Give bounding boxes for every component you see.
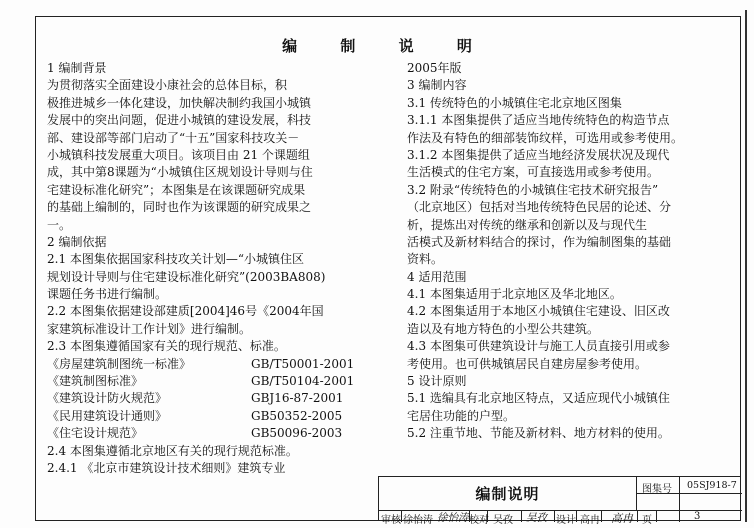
right-text-line: 生活模式的住宅方案，可直接选用或参考使用。 (407, 165, 660, 180)
left-text-line: 2.2 本图集依据建设部建质[2004]46号《2004年国 (47, 304, 324, 319)
right-text-line: 4.3 本图集可供建筑设计与施工人员直接引用或参 (407, 339, 670, 354)
right-column (407, 60, 729, 443)
standard-code: GB/T50104-2001 (251, 374, 355, 389)
left-text-line: 小城镇科技发展重大项目。该项目由 21 个课题组 (47, 147, 310, 162)
design-name: 高冉 (580, 515, 600, 526)
right-text-line: 3.1 传统特色的小城镇住宅北京地区图集 (407, 95, 622, 110)
review-signature: 徐怡涛 (437, 512, 469, 524)
right-text-line: 资料。 (407, 252, 444, 267)
standard-row (47, 425, 373, 442)
left-text-line: 发展中的突出问题，促进小城镇的建设发展，科技 (47, 113, 312, 128)
left-tail-text-line: 2.4.1 《北京市建筑设计技术细则》建筑专业 (47, 460, 286, 475)
left-text-line: 为贯彻落实全面建设小康社会的总体目标，积 (47, 78, 288, 93)
right-text-line: 4 适用范围 (407, 269, 467, 284)
right-text-line: 造以及有地方特色的小型公共建筑。 (407, 321, 600, 336)
left-text-line: 课题任务书进行编制。 (47, 287, 168, 302)
right-text-line: 2005年版 (407, 61, 462, 75)
standard-code: GB50096-2003 (251, 426, 343, 441)
right-text-line: 4.1 本图集适用于北京地区及华北地区。 (407, 287, 622, 302)
check-name: 吴孜 (493, 515, 513, 526)
standards-list (47, 356, 373, 443)
standard-code: GB/T50001-2001 (251, 356, 355, 371)
left-text-line: 宅建设标准化研究”；本图集是在该课题研究成果 (47, 182, 306, 197)
right-text-line: 3 编制内容 (407, 78, 467, 93)
right-text-line: 考使用。也可供城镇居民自建房屋参考使用。 (407, 356, 648, 371)
left-text-line: 1 编制背景 (47, 61, 107, 75)
left-column (47, 60, 373, 477)
right-text-line: 活模式及新材料结合的探讨，作为编制图集的基础 (407, 234, 672, 249)
standard-code: GB50352-2005 (251, 408, 343, 423)
binding-rule (745, 10, 747, 522)
standard-name: 《住宅设计规范》 (47, 426, 144, 441)
standard-row (47, 356, 373, 373)
title-block-name: 编制说明 (379, 477, 637, 510)
right-text-line: 3.1.2 本图集提供了适应当地经济发展状况及现代 (407, 147, 670, 162)
design-signature: 高冉 (611, 512, 633, 525)
right-text-line: 3.1.1 本图集提供了适应当地传统特色的构造节点 (407, 113, 670, 128)
title-block (378, 476, 741, 526)
right-text-line: （北京地区）包括对当地传统特色民居的论述、分 (407, 200, 672, 215)
atlas-number-label: 图集号 (642, 484, 672, 495)
left-text-line: 的基础上编制的，同时也作为该课题的研究成果之 (47, 200, 312, 215)
right-text-line: 3.2 附录“传统特色的小城镇住宅技术研究报告” (407, 182, 659, 197)
design-label: 设计 (556, 515, 576, 526)
left-tail-text-line: 2.4 本图集遵循北京地区有关的现行规范标准。 (47, 443, 298, 458)
standard-name: 《民用建筑设计通则》 (47, 408, 168, 423)
left-text-line: 2 编制依据 (47, 234, 107, 249)
left-text-line: 成，其中第8课题为“小城镇住区规划设计导则与住 (47, 165, 313, 180)
left-text-line: 极推进城乡一体化建设，加快解决制约我国小城镇 (47, 95, 312, 110)
atlas-number: 05SJ918-7 (687, 480, 737, 491)
review-name: 徐怡涛 (403, 515, 433, 526)
check-label: 校对 (469, 515, 489, 526)
left-text-line: 2.3 本图集遵循国家有关的现行规范、标准。 (47, 339, 286, 354)
left-text-line: 2.1 本图集依据国家科技攻关计划—“小城镇住区 (47, 252, 305, 267)
standard-name: 《建筑设计防火规范》 (47, 391, 168, 406)
standard-row (47, 373, 373, 390)
standard-name: 《建筑制图标准》 (47, 374, 144, 389)
right-text-line: 宅居住功能的户型。 (407, 408, 516, 423)
right-text-line: 4.2 本图集适用于本地区小城镇住宅建设、旧区改 (407, 304, 670, 319)
left-text-line: 规划设计导则与住宅建设标准化研究”(2003BA808) (47, 269, 326, 284)
standard-code: GBJ16-87-2001 (251, 391, 344, 406)
left-text-line: 一。 (47, 217, 72, 232)
check-signature: 吴孜 (526, 512, 547, 524)
review-label: 审核 (381, 515, 401, 526)
page-label: 页 (642, 515, 652, 526)
left-text-line: 家建筑标准设计工作计划》进行编制。 (47, 321, 252, 336)
standard-row (47, 408, 373, 425)
right-text-line: 析，提炼出对传统的继承和创新以及与现代生 (407, 217, 648, 232)
right-text-line: 5.2 注重节地、节能及新材料、地方材料的使用。 (407, 426, 670, 441)
standard-row (47, 390, 373, 407)
page-number: 3 (694, 511, 701, 522)
standard-name: 《房屋建筑制图统一标准》 (47, 356, 192, 371)
left-text-line: 部、建设部等部门启动了“十五”国家科技攻关－ (47, 130, 300, 145)
right-text-line: 5 设计原则 (407, 374, 467, 389)
right-text-line: 作法及有特色的细部装饰纹样，可选用或参考使用。 (407, 130, 684, 145)
right-text-line: 5.1 选编具有北京地区特点，又适应现代小城镇住 (407, 391, 670, 406)
page-title: 编 制 说 明 (282, 37, 491, 55)
